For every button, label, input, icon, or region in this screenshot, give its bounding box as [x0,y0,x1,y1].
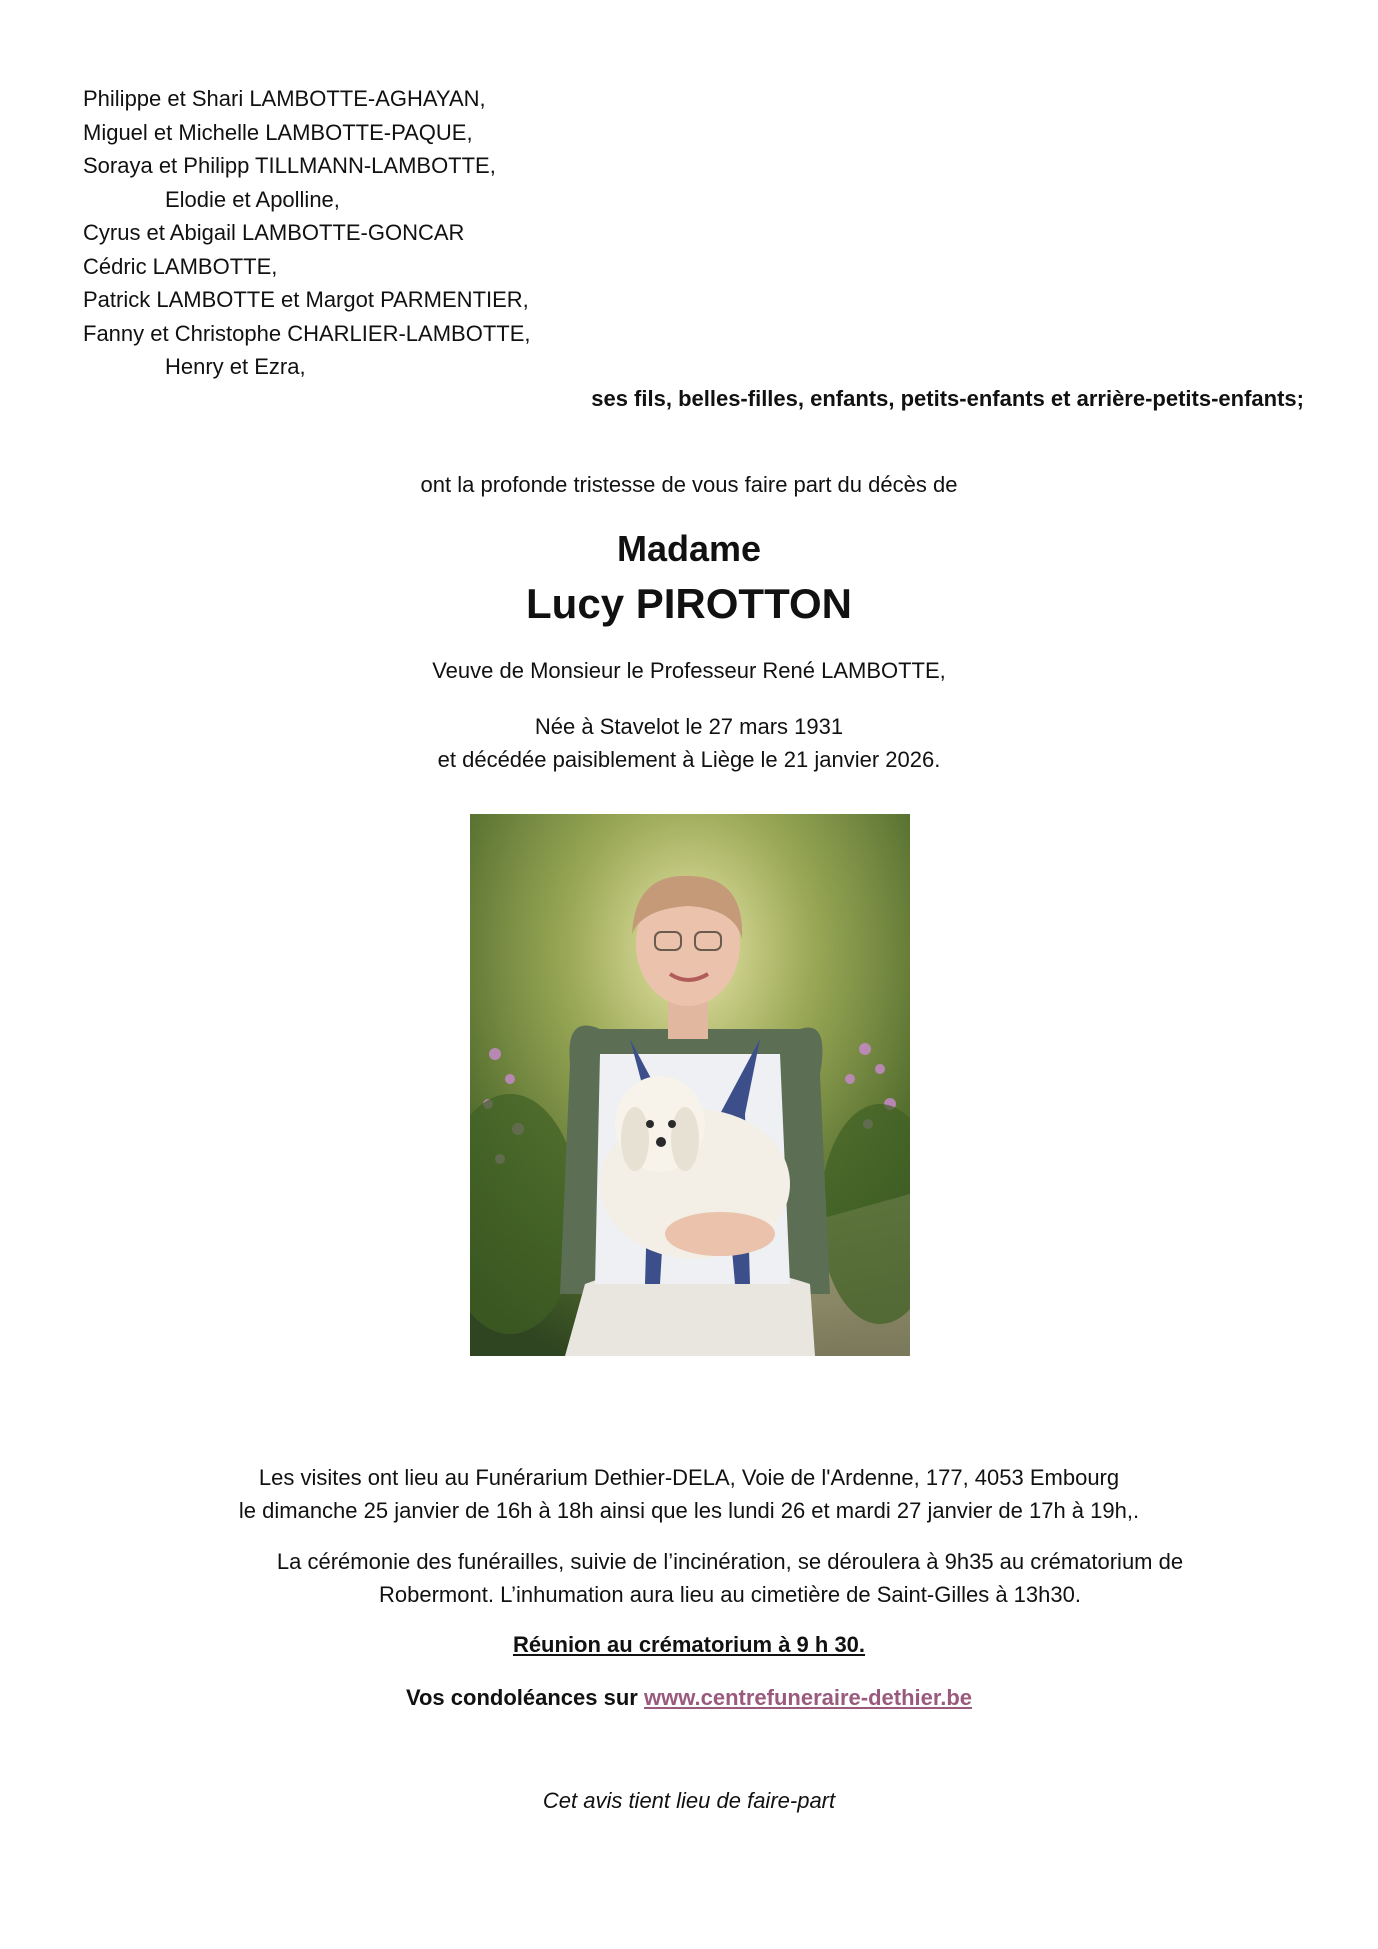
deceased-name: Lucy PIROTTON [526,580,852,627]
family-list [83,82,530,384]
portrait-illustration [470,814,910,1356]
condolences-label: Vos condoléances sur [405,1685,638,1710]
family-line: Elodie et Apolline, [165,186,340,212]
family-line: Cédric LAMBOTTE, [83,253,278,279]
family-line: Henry et Ezra, [165,354,306,379]
announcement: ont la profonde tristesse de vous faire part du décès de [420,472,958,497]
family-line: Miguel et Michelle LAMBOTTE-PAQUE, [83,119,473,145]
family-line: Patrick LAMBOTTE et Margot PARMENTIER, [83,287,529,312]
footer-note: Cet avis tient lieu de faire-part [542,1788,836,1813]
visits-line: le dimanche 25 janvier de 16h à 18h ainsi que les lundi 26 et mardi 27 janvier de 17h à 19h,. [238,1498,1140,1523]
widow-of: Veuve de Monsieur le Professeur René LAMBOTTE, [432,658,946,683]
visits-line: Les visites ont lieu au Funérarium Dethier-DELA, Voie de l'Ardenne, 177, 4053 Embourg [258,1465,1120,1490]
family-line: Fanny et Christophe CHARLIER-LAMBOTTE, [83,320,531,346]
life-dates [0,710,1378,776]
visits-info [0,1461,1378,1527]
ceremony-info [220,1545,1240,1611]
family-line: Cyrus et Abigail LAMBOTTE-GONCAR [83,220,465,245]
condolences-link[interactable]: www.centrefuneraire-dethier.be [643,1685,973,1710]
death-line: et décédée paisiblement à Liège le 21 janvier 2026. [437,747,941,772]
family-relation: ses fils, belles-filles, enfants, petits-enfants et arrière-petits-enfants; [591,386,1304,411]
family-line: Philippe et Shari LAMBOTTE-AGHAYAN, [83,86,486,111]
ceremony-line: Robermont. L’inhumation aura lieu au cimetière de Saint-Gilles à 13h30. [379,1582,1081,1607]
condolences [0,1685,1378,1711]
portrait-photo [470,814,910,1356]
meeting-info: Réunion au crématorium à 9 h 30. [512,1632,866,1657]
ceremony-line: La cérémonie des funérailles, suivie de l’incinération, se déroulera à 9h35 au crématorium de [276,1549,1184,1574]
birth-line: Née à Stavelot le 27 mars 1931 [534,714,844,739]
family-line: Soraya et Philipp TILLMANN-LAMBOTTE, [83,153,496,178]
deceased-title: Madame [616,528,762,569]
